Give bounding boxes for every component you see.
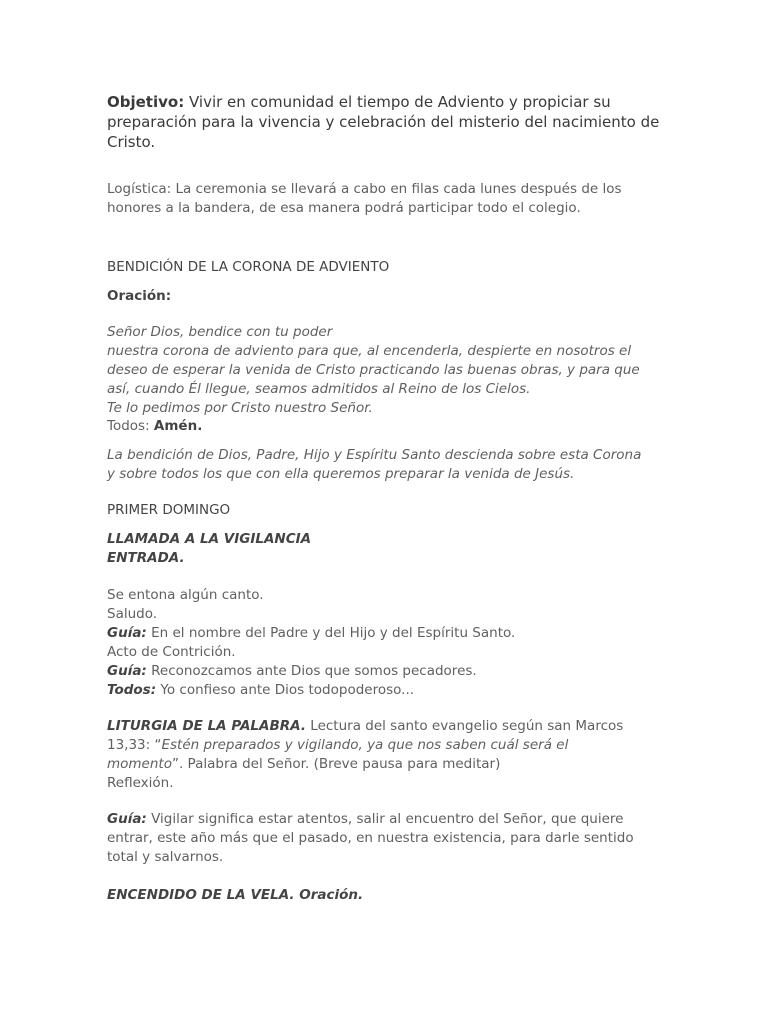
entrance-line-1: Se entona algún canto. [107,587,264,603]
candle-lighting-heading: ENCENDIDO DE LA VELA. Oración. [107,887,364,903]
objective-paragraph [107,92,667,152]
todos-text-2: Yo confieso ante Dios todopoderoso... [156,682,415,698]
liturgy-line-2-start: 13,33: “ [107,737,162,753]
vigilance-subtitle: LLAMADA A LA VIGILANCIA [107,531,312,547]
logistics-line-2: honores a la bandera, de esa manera podrá participar todo el colegio. [107,200,581,216]
prayer-line-1: Señor Dios, bendice con tu poder [107,324,333,340]
guia-label-1: Guía: [107,625,147,641]
entrance-subtitle: ENTRADA. [107,550,185,566]
first-sunday-subtitles [107,530,667,568]
entrance-section [107,586,667,700]
amen-response: Amén. [153,418,203,434]
liturgy-label: LITURGIA DE LA PALABRA. [107,718,306,734]
objective-line-1: Vivir en comunidad el tiempo de Adviento y propiciar su [184,93,611,111]
todos-label-2: Todos: [107,682,157,698]
prayer-line-2: nuestra corona de adviento para que, al encenderla, despierte en nosotros el [107,343,632,359]
entrance-line-4: Acto de Contrición. [107,644,236,660]
liturgy-line-1: Lectura del santo evangelio según san Marcos [306,718,624,734]
todos-amen [107,417,667,436]
objective-line-2: preparación para la vivencia y celebración del misterio del nacimiento de [107,113,660,131]
prayer-line-5: Te lo pedimos por Cristo nuestro Señor. [107,400,373,416]
logistics-paragraph [107,180,667,218]
first-sunday-heading: PRIMER DOMINGO [107,502,231,518]
liturgy-line-3-rest: ”. Palabra del Señor. (Breve pausa para meditar) [171,756,501,772]
objective-label: Objetivo: [107,93,185,111]
guia-reflection-line-3: total y salvarnos. [107,849,224,865]
reflection-label: Reflexión. [107,775,174,791]
guia-reflection-section [107,810,667,867]
prayer-label: Oración: [107,288,172,304]
entrance-line-2: Saludo. [107,606,158,622]
benediction-paragraph [107,446,667,484]
logistics-line-1: Logística: La ceremonia se llevará a cabo en filas cada lunes después de los [107,181,622,197]
blessing-prayer [107,323,667,418]
todos-label: Todos: [107,418,150,434]
guia-reflection-line-1: Vigilar significa estar atentos, salir al encuentro del Señor, que quiere [146,811,624,827]
benediction-line-1: La bendición de Dios, Padre, Hijo y Espíritu Santo descienda sobre esta Corona [107,447,642,463]
benediction-line-2: y sobre todos los que con ella queremos preparar la venida de Jesús. [107,466,575,482]
liturgy-section [107,717,667,793]
liturgy-quote-1: Estén preparados y vigilando, ya que nos saben cuál será el [161,737,569,753]
liturgy-quote-2: momento [107,756,172,772]
guia-text-2: Reconozcamos ante Dios que somos pecadores. [146,663,477,679]
guia-label-2: Guía: [107,663,147,679]
guia-text-1: En el nombre del Padre y del Hijo y del Espíritu Santo. [146,625,516,641]
blessing-heading: BENDICIÓN DE LA CORONA DE ADVIENTO [107,259,390,275]
prayer-line-4: así, cuando Él llegue, seamos admitidos al Reino de los Cielos. [107,381,531,397]
prayer-line-3: deseo de esperar la venida de Cristo practicando las buenas obras, y para que [107,362,640,378]
guia-label-3: Guía: [107,811,147,827]
objective-line-3: Cristo. [107,133,156,151]
guia-reflection-line-2: entrar, este año más que el pasado, en nuestra existencia, para darle sentido [107,830,634,846]
